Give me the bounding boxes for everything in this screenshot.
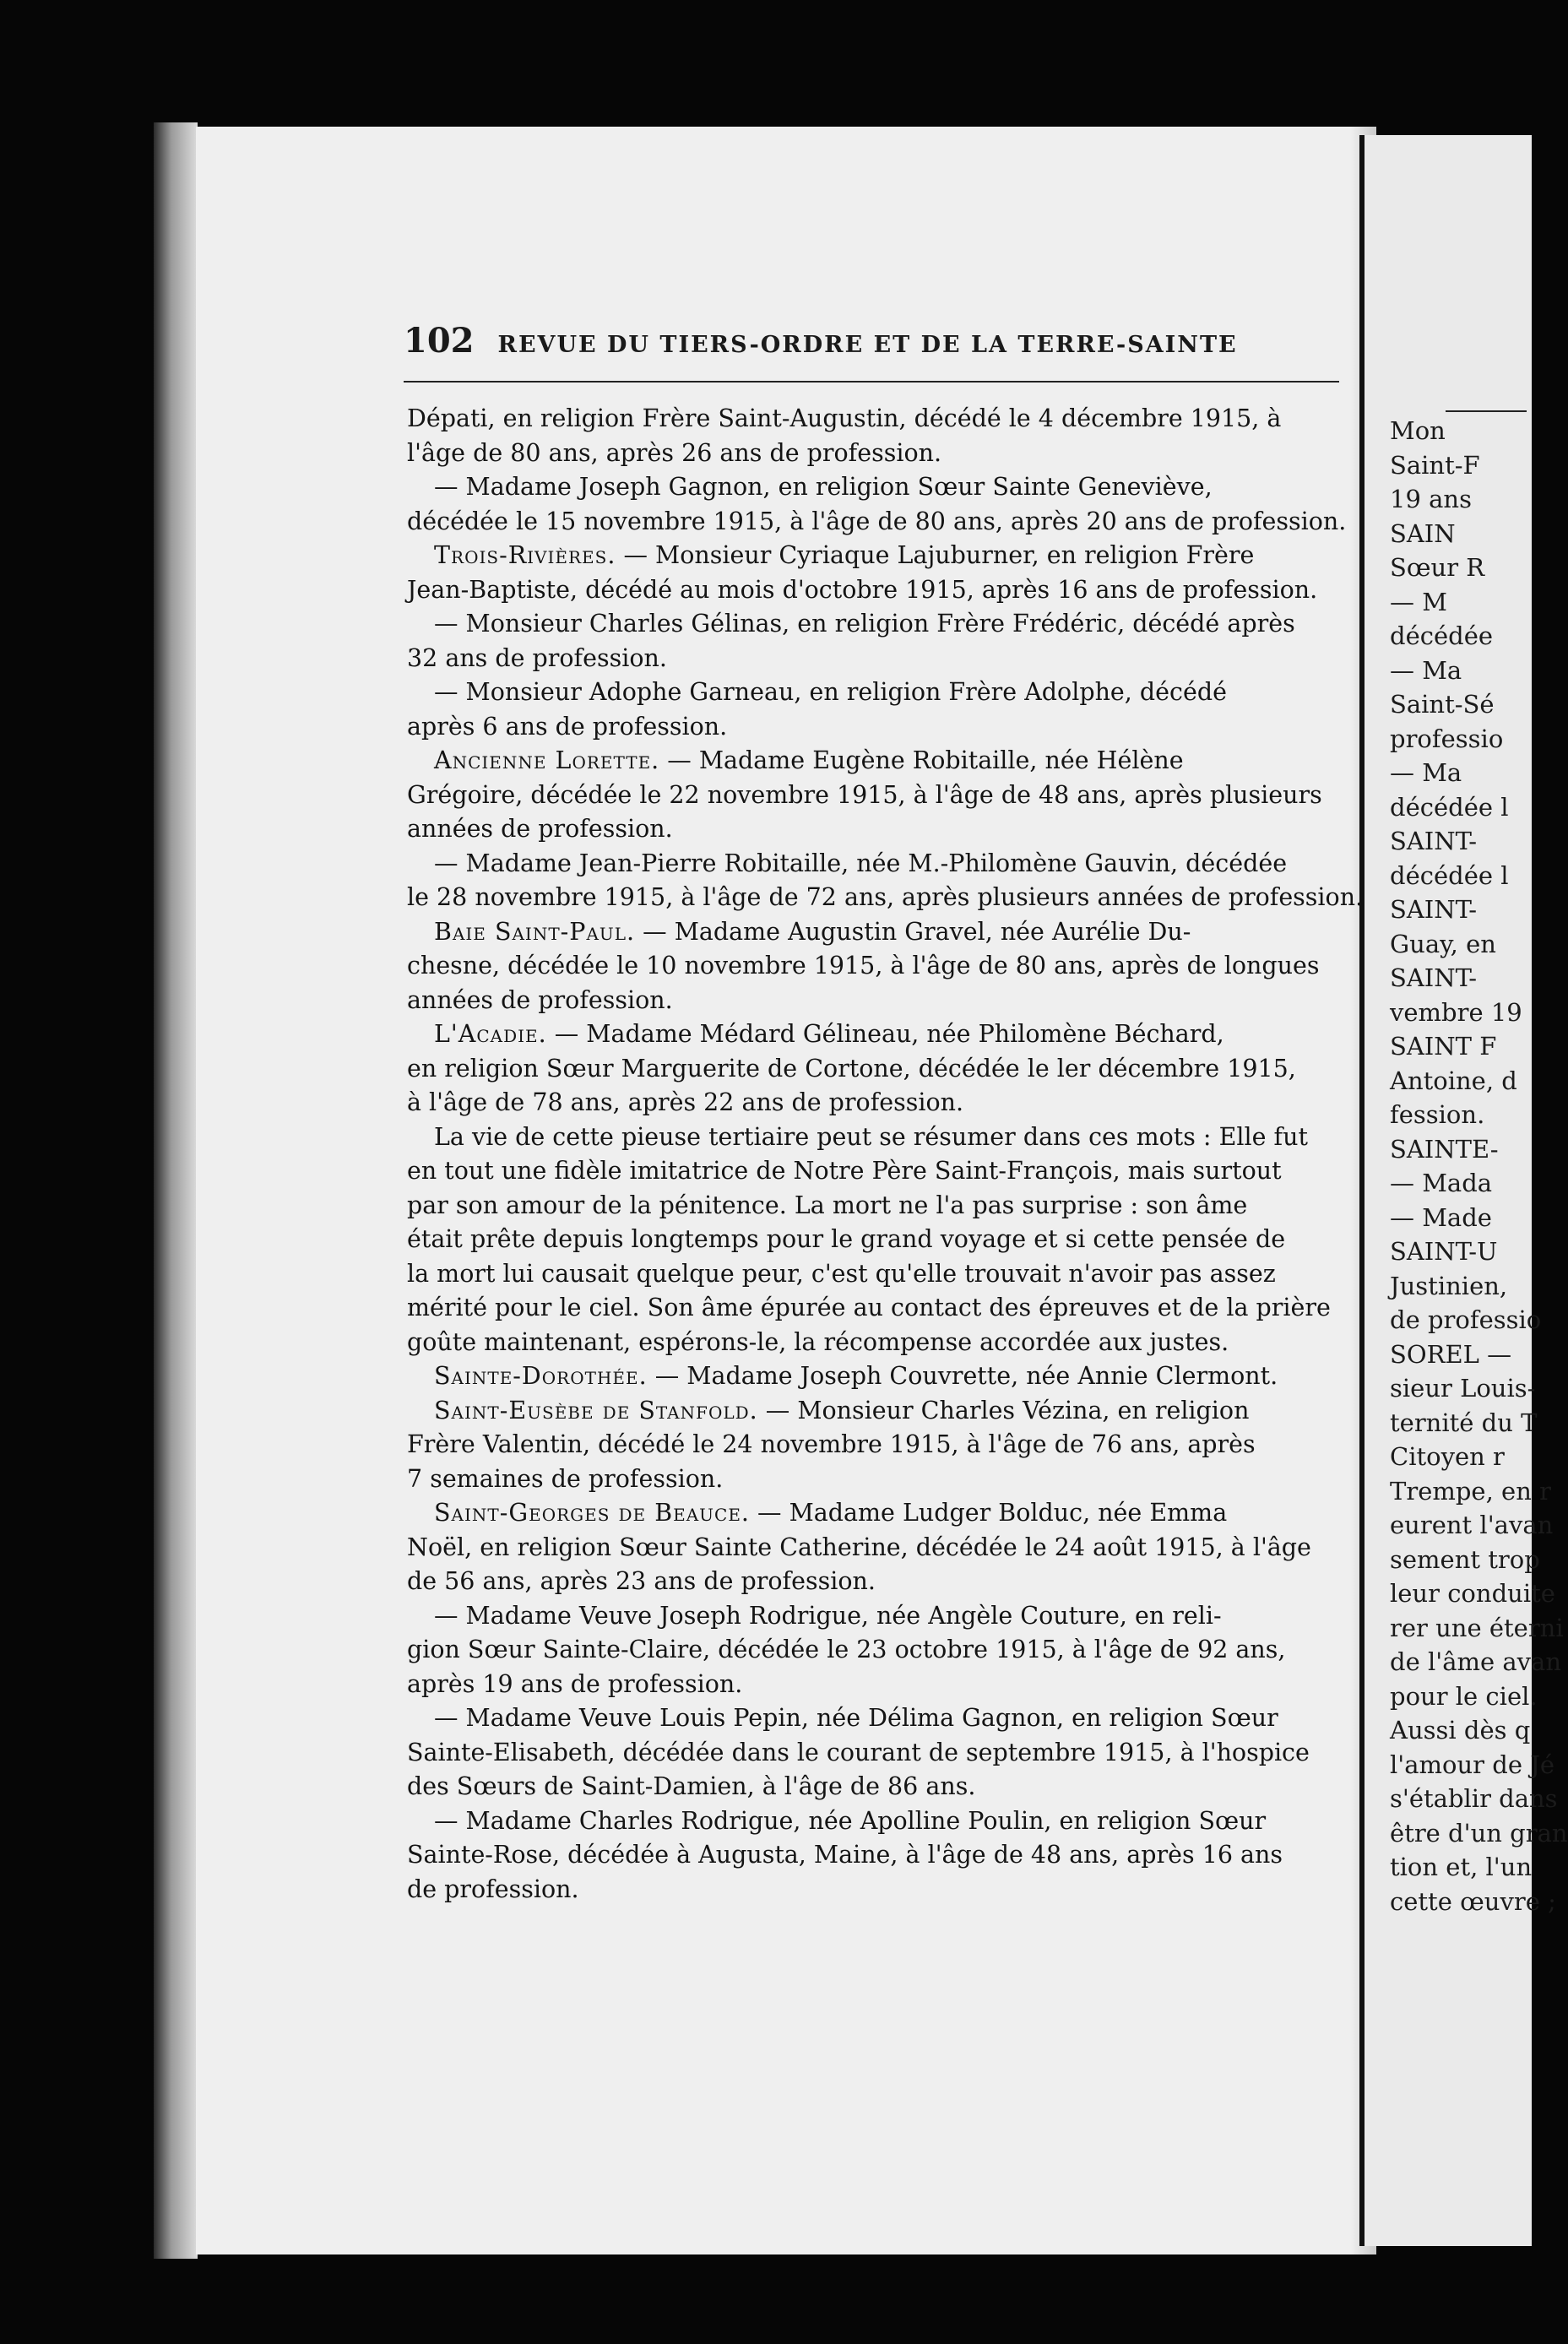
place-name: L'Acadie. bbox=[434, 1020, 547, 1048]
text-line bbox=[407, 573, 1337, 608]
right-page-line: vembre 19 bbox=[1390, 997, 1522, 1027]
text-line bbox=[407, 1736, 1337, 1771]
right-page-line: cette œuvre ; bbox=[1390, 1886, 1556, 1916]
right-page-line: — M bbox=[1390, 587, 1447, 616]
place-name: Trois-Rivières. bbox=[434, 541, 616, 569]
right-page-line: pour le ciel. bbox=[1390, 1681, 1538, 1711]
text-line bbox=[407, 744, 1337, 779]
text-line bbox=[407, 710, 1337, 745]
header-rule bbox=[404, 381, 1339, 383]
text-line bbox=[407, 915, 1337, 950]
line-text: — Madame Jean-Pierre Robitaille, née M.-Philomène Gauvin, décédée bbox=[434, 849, 1288, 877]
place-name: Ancienne Lorette. bbox=[434, 746, 660, 774]
text-line bbox=[407, 1120, 1337, 1155]
line-text: — Madame Veuve Louis Pepin, née Délima Gagnon, en religion Sœur bbox=[434, 1704, 1278, 1732]
line-text: goûte maintenant, espérons-le, la récompense accordée aux justes. bbox=[407, 1327, 1229, 1356]
running-title: REVUE DU TIERS-ORDRE ET DE LA TERRE-SAINTE bbox=[497, 332, 1238, 358]
right-page-line: s'établir dans bbox=[1390, 1784, 1558, 1813]
text-line bbox=[407, 1359, 1337, 1394]
right-page-line: être d'un gran bbox=[1390, 1818, 1568, 1848]
line-text: — Monsieur Charles Gélinas, en religion Frère Frédéric, décédé après bbox=[434, 610, 1295, 638]
line-text: — Madame Joseph Gagnon, en religion Sœur Sainte Geneviève, bbox=[434, 473, 1213, 501]
right-page-line: décédée l bbox=[1390, 792, 1509, 822]
text-line bbox=[407, 1770, 1337, 1804]
text-line bbox=[407, 984, 1337, 1018]
right-page-line: SAIN bbox=[1390, 518, 1456, 548]
right-page-line: — Mada bbox=[1390, 1169, 1493, 1197]
obituary-list-text bbox=[407, 402, 1364, 1972]
right-page-line: 19 ans bbox=[1390, 485, 1472, 513]
line-text: — Monsieur Cyriaque Lajuburner, en religion Frère bbox=[616, 541, 1255, 569]
line-text: gion Sœur Sainte-Claire, décédée le 23 octobre 1915, à l'âge de 92 ans, bbox=[407, 1636, 1286, 1663]
line-text: en tout une fidèle imitatrice de Notre Père Saint-François, mais surtout bbox=[407, 1157, 1282, 1185]
line-text: chesne, décédée le 10 novembre 1915, à l'âge de 80 ans, après de longues bbox=[407, 952, 1320, 979]
right-page-line: Mon bbox=[1390, 416, 1446, 445]
line-text: Jean-Baptiste, décédé au mois d'octobre 1915, après 16 ans de profession. bbox=[407, 575, 1318, 604]
right-page-line: Justinien, bbox=[1390, 1271, 1508, 1300]
text-line bbox=[407, 1291, 1337, 1326]
place-name: Baie Saint-Paul. bbox=[434, 917, 636, 946]
text-line bbox=[407, 1052, 1337, 1087]
right-page-line: professio bbox=[1390, 724, 1504, 753]
right-page-line: Antoine, d bbox=[1390, 1066, 1517, 1095]
right-page-line: — Ma bbox=[1390, 758, 1462, 787]
text-line bbox=[407, 779, 1337, 813]
line-text: — Madame Eugène Robitaille, née Hélène bbox=[659, 746, 1184, 774]
line-text: — Monsieur Adophe Garneau, en religion Frère Adolphe, décédé bbox=[434, 678, 1227, 706]
right-page-line: sieur Louis- bbox=[1390, 1374, 1536, 1403]
text-line bbox=[407, 1633, 1337, 1668]
line-text: après 19 ans de profession. bbox=[407, 1669, 743, 1698]
text-line bbox=[407, 1531, 1337, 1565]
right-page-line: sement trop bbox=[1390, 1544, 1540, 1574]
right-page-line: SAINT F bbox=[1390, 1032, 1497, 1061]
line-text: — Madame Ludger Bolduc, née Emma bbox=[750, 1499, 1228, 1527]
right-page-line: ternité du T bbox=[1390, 1408, 1538, 1437]
right-page-line: SAINT-U bbox=[1390, 1237, 1498, 1266]
line-text: mérité pour le ciel. Son âme épurée au contact des épreuves et de la prière bbox=[407, 1294, 1331, 1321]
text-line bbox=[407, 607, 1337, 642]
text-line bbox=[407, 1838, 1337, 1873]
line-text: après 6 ans de profession. bbox=[407, 712, 728, 741]
right-page-line: Saint-Sé bbox=[1390, 690, 1495, 719]
line-text: — Monsieur Charles Vézina, en religion bbox=[757, 1396, 1250, 1424]
text-line bbox=[407, 1428, 1337, 1462]
text-line bbox=[407, 1394, 1337, 1429]
line-text: des Sœurs de Saint-Damien, à l'âge de 86 ans. bbox=[407, 1772, 976, 1800]
text-line bbox=[407, 470, 1337, 505]
right-page-line: Trempe, en r bbox=[1390, 1476, 1551, 1506]
text-line bbox=[407, 847, 1337, 882]
text-line bbox=[407, 1223, 1337, 1257]
right-page-line: SAINTE- bbox=[1390, 1134, 1499, 1164]
right-page-text bbox=[1390, 414, 1568, 1916]
line-text: Noël, en religion Sœur Sainte Catherine, décédée le 24 août 1915, à l'âge bbox=[407, 1533, 1311, 1561]
line-text: — Madame Augustin Gravel, née Aurélie Du- bbox=[635, 917, 1191, 946]
text-line bbox=[407, 1701, 1337, 1736]
text-line bbox=[407, 1565, 1337, 1599]
right-page-line: — Made bbox=[1390, 1202, 1492, 1232]
text-line bbox=[407, 812, 1337, 847]
text-line bbox=[407, 1668, 1337, 1702]
right-page-line: SAINT- bbox=[1390, 895, 1478, 924]
page-number: 102 bbox=[404, 321, 475, 361]
line-text: la mort lui causait quelque peur, c'est qu'elle trouvait n'avoir pas assez bbox=[407, 1259, 1276, 1288]
right-page-line: Saint-F bbox=[1390, 450, 1480, 480]
text-line bbox=[407, 1326, 1337, 1360]
right-page-line: tion et, l'un bbox=[1390, 1853, 1533, 1881]
book-gutter bbox=[154, 122, 198, 2259]
right-page-line: fession. bbox=[1390, 1100, 1485, 1129]
line-text: 32 ans de profession. bbox=[407, 643, 667, 672]
text-line bbox=[407, 881, 1364, 915]
right-page-line: Guay, en bbox=[1390, 929, 1496, 958]
right-page-line: Aussi dès q bbox=[1390, 1716, 1531, 1744]
right-page-line: — Ma bbox=[1390, 655, 1462, 685]
right-page-line: SAINT- bbox=[1390, 963, 1478, 992]
right-page-line: de professio bbox=[1390, 1305, 1542, 1334]
right-page-line: décédée bbox=[1390, 621, 1494, 650]
line-text: Frère Valentin, décédé le 24 novembre 1915, à l'âge de 76 ans, après bbox=[407, 1430, 1256, 1458]
text-line bbox=[407, 1154, 1337, 1189]
text-line bbox=[407, 1462, 1337, 1497]
right-page-line: Citoyen r bbox=[1390, 1442, 1505, 1471]
line-text: en religion Sœur Marguerite de Cortone, décédée le ler décembre 1915, bbox=[407, 1054, 1296, 1082]
text-line bbox=[407, 1017, 1337, 1052]
place-name: Saint-Eusèbe de Stanfold. bbox=[434, 1396, 758, 1424]
right-page-line: leur conduite bbox=[1390, 1579, 1555, 1608]
line-text: Grégoire, décédée le 22 novembre 1915, à l'âge de 48 ans, après plusieurs bbox=[407, 780, 1322, 809]
line-text: années de profession. bbox=[407, 985, 673, 1014]
text-line bbox=[407, 505, 1347, 540]
right-page-header-rule bbox=[1446, 410, 1527, 412]
text-line bbox=[407, 539, 1337, 573]
line-text: — Madame Joseph Couvrette, née Annie Clermont. bbox=[647, 1362, 1278, 1390]
right-page-line: rer une éterni bbox=[1390, 1613, 1564, 1642]
line-text: 7 semaines de profession. bbox=[407, 1464, 724, 1493]
place-name: Saint-Georges de Beauce. bbox=[434, 1499, 750, 1527]
text-line bbox=[407, 1804, 1337, 1839]
line-text: années de profession. bbox=[407, 815, 673, 843]
line-text: Dépati, en religion Frère Saint-Augustin, décédé le 4 décembre 1915, à bbox=[407, 404, 1282, 432]
right-page-line: Sœur R bbox=[1390, 553, 1485, 582]
text-line bbox=[407, 642, 1337, 676]
right-page-line: décédée l bbox=[1390, 860, 1509, 890]
line-text: La vie de cette pieuse tertiaire peut se résumer dans ces mots : Elle fut bbox=[434, 1122, 1308, 1151]
text-line bbox=[407, 1189, 1337, 1224]
line-text: — Madame Médard Gélineau, née Philomène Béchard, bbox=[546, 1020, 1224, 1048]
line-text: de 56 ans, après 23 ans de profession. bbox=[407, 1567, 876, 1595]
line-text: l'âge de 80 ans, après 26 ans de profession. bbox=[407, 438, 942, 467]
text-line bbox=[407, 676, 1337, 710]
line-text: par son amour de la pénitence. La mort ne l'a pas surprise : son âme bbox=[407, 1191, 1248, 1219]
running-head bbox=[404, 321, 1349, 361]
right-page-line: SAINT- bbox=[1390, 827, 1478, 855]
text-line bbox=[407, 1873, 1337, 1907]
text-line bbox=[407, 437, 1337, 471]
line-text: à l'âge de 78 ans, après 22 ans de profession. bbox=[407, 1088, 964, 1116]
line-text: décédée le 15 novembre 1915, à l'âge de 80 ans, après 20 ans de profession. bbox=[407, 507, 1347, 535]
right-page-line: de l'âme avan bbox=[1390, 1647, 1561, 1676]
line-text: — Madame Veuve Joseph Rodrigue, née Angèle Couture, en reli- bbox=[434, 1601, 1222, 1630]
right-page-line: SOREL — bbox=[1390, 1339, 1512, 1369]
text-line bbox=[407, 402, 1337, 437]
place-name: Sainte-Dorothée. bbox=[434, 1362, 648, 1390]
text-line bbox=[407, 949, 1337, 984]
text-line bbox=[407, 1257, 1337, 1292]
right-page-line: eurent l'avan bbox=[1390, 1511, 1554, 1539]
line-text: — Madame Charles Rodrigue, née Apolline Poulin, en religion Sœur bbox=[434, 1806, 1267, 1835]
line-text: le 28 novembre 1915, à l'âge de 72 ans, après plusieurs années de profession. bbox=[407, 883, 1364, 911]
line-text: Sainte-Rose, décédée à Augusta, Maine, à l'âge de 48 ans, après 16 ans bbox=[407, 1841, 1283, 1869]
text-line bbox=[407, 1086, 1337, 1120]
line-text: était prête depuis longtemps pour le grand voyage et si cette pensée de bbox=[407, 1225, 1286, 1253]
line-text: Sainte-Elisabeth, décédée dans le courant de septembre 1915, à l'hospice bbox=[407, 1738, 1310, 1766]
line-text: de profession. bbox=[407, 1875, 579, 1903]
text-line bbox=[407, 1599, 1337, 1634]
right-page-line: l'amour de Jé bbox=[1390, 1750, 1554, 1779]
text-line bbox=[407, 1496, 1337, 1531]
